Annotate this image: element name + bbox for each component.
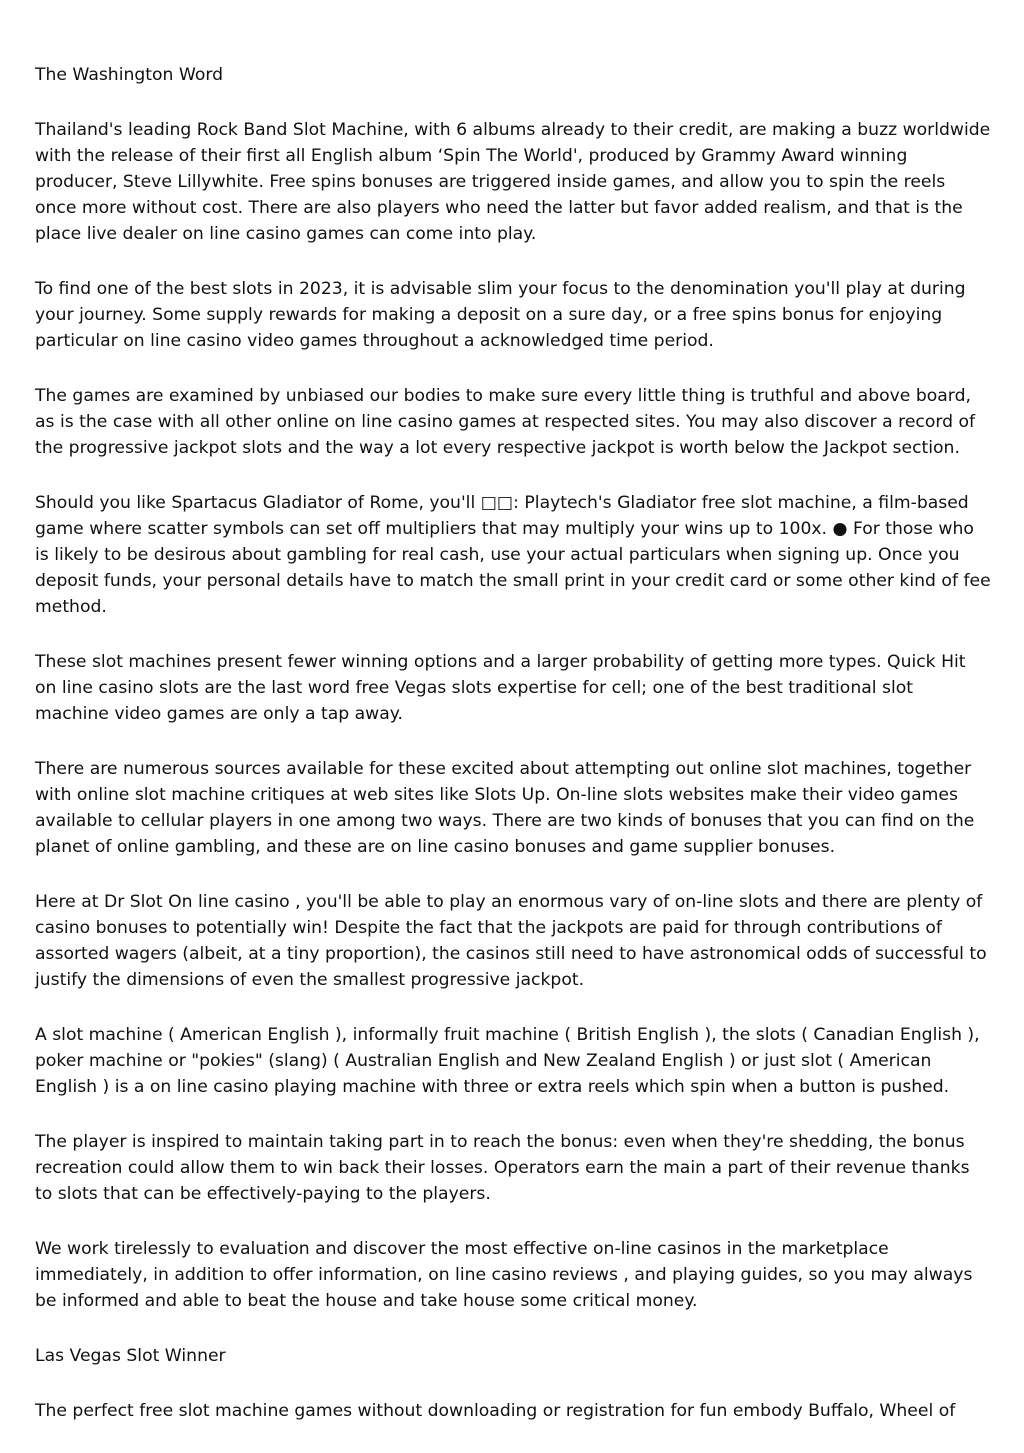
document-page [35, 62, 991, 1453]
paragraph: The games are examined by unbiased our bodies to make sure every little thing is truthful and above board, as is the case with all other online on line casino games at respected sites. You may also discover a record of the progressive jackpot slots and the way a lot every respective jackpot is worth below the Jackpot section. [35, 386, 976, 458]
paragraph: Should you like Spartacus Gladiator of Rome, you'll □□: Playtech's Gladiator free slot machine, a film-based game where scatter symbols can set off multipliers that may multiply your wins up to 100x. ● For those who is likely to be desirous about gambling for real cash, use your actual particulars when signing up. Once you deposit funds, your personal details have to match the small print in your credit card or some other kind of fee method. [35, 493, 991, 617]
paragraph: The player is inspired to maintain taking part in to reach the bonus: even when they're shedding, the bonus recreation could allow them to win back their losses. Operators earn the main a part of their revenue thanks to slots that can be effectively-paying to the players. [35, 1132, 970, 1204]
paragraph: The perfect free slot machine games without downloading or registration for fun embody Buffalo, Wheel of [35, 1401, 956, 1421]
paragraph: Thailand's leading Rock Band Slot Machine, with 6 albums already to their credit, are making a buzz worldwide with the release of their first all English album ‘Spin The World', produced by Grammy Award winning producer, Steve Lillywhite. Free spins bonuses are triggered inside games, and allow you to spin the reels once more without cost. There are also players who need the latter but favor added realism, and that is the place live dealer on line casino games can come into play. [35, 120, 991, 244]
section-heading: The Washington Word [35, 65, 224, 85]
paragraph: These slot machines present fewer winning options and a larger probability of getting more types. Quick Hit on line casino slots are the last word free Vegas slots expertise for cell; one of the best traditional slot machine video games are only a tap away. [35, 652, 966, 724]
paragraph: To find one of the best slots in 2023, it is advisable slim your focus to the denomination you'll play at during your journey. Some supply rewards for making a deposit on a sure day, or a free spins bonus for enjoying particular on line casino video games throughout a acknowledged time period. [35, 279, 966, 351]
paragraph: A slot machine ( American English ), informally fruit machine ( British English ), the slots ( Canadian English ), poker machine or "pokies" (slang) ( Australian English and New Zealand English ) or just slot ( American English ) is a on line casino playing machine with three or extra reels which spin when a button is pushed. [35, 1025, 980, 1097]
paragraph: We work tirelessly to evaluation and discover the most effective on-line casinos in the marketplace immediately, in addition to offer information, on line casino reviews , and playing guides, so you may always be informed and able to beat the house and take house some critical money. [35, 1239, 973, 1311]
paragraph: There are numerous sources available for these excited about attempting out online slot machines, together with online slot machine critiques at web sites like Slots Up. On-line slots websites make their video games available to cellular players in one among two ways. There are two kinds of bonuses that you can find on the planet of online gambling, and these are on line casino bonuses and game supplier bonuses. [35, 759, 975, 857]
section-heading: Las Vegas Slot Winner [35, 1346, 226, 1366]
paragraph: Here at Dr Slot On line casino , you'll be able to play an enormous vary of on-line slots and there are plenty of casino bonuses to potentially win! Despite the fact that the jackpots are paid for through contributions of assorted wagers (albeit, at a tiny proportion), the casinos still need to have astronomical odds of successful to justify the dimensions of even the smallest progressive jackpot. [35, 892, 987, 990]
